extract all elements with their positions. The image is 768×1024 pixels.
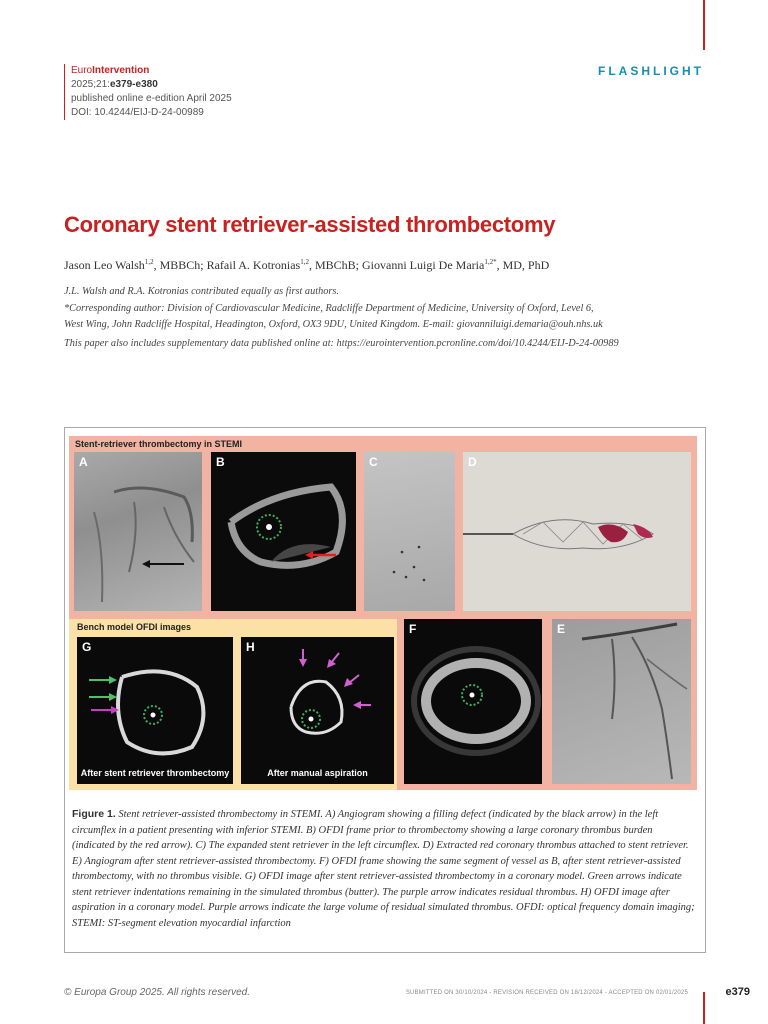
- journal-name[interactable]: [71, 64, 232, 78]
- page-number: e379: [725, 986, 750, 998]
- published-line: published online e-edition April 2025: [71, 93, 232, 104]
- panel-c-stent-retriever[interactable]: [364, 452, 455, 611]
- author-name: Jason Leo Walsh: [64, 258, 145, 272]
- supplementary-link[interactable]: This paper also includes supplementary data published online at: https://eurointervention.pcronline.com/doi/10.4244/EIJ-D-24-00989: [64, 338, 619, 349]
- journal-name-intervention: Intervention: [92, 65, 150, 76]
- panel-letter: H: [246, 640, 255, 654]
- bottom-red-line: [703, 992, 705, 1024]
- stemi-panel-label: Stent-retriever thrombectomy in STEMI: [75, 439, 243, 449]
- purple-arrow-icon: [353, 701, 361, 709]
- bench-ofdi-ring: [77, 637, 233, 784]
- copyright: © Europa Group 2025. All rights reserved.: [64, 987, 250, 998]
- panel-letter: D: [468, 455, 477, 469]
- panel-letter: E: [557, 622, 566, 636]
- ofdi-after-ring: [404, 619, 542, 784]
- figure-caption: [72, 807, 696, 931]
- panel-letter: A: [79, 455, 88, 469]
- author-affiliation: 1,2: [144, 258, 154, 266]
- figure-caption-label: Figure 1.: [72, 808, 116, 820]
- author-degree: , MBBCh;: [153, 258, 207, 272]
- volume: 2025;21:: [71, 79, 110, 90]
- purple-arrow-icon: [344, 678, 353, 687]
- bench-panel-label: Bench model OFDI images: [77, 622, 192, 632]
- doi[interactable]: DOI: 10.4244/EIJ-D-24-00989: [71, 107, 204, 118]
- page-range: e379-e380: [109, 79, 158, 90]
- section-label: FLASHLIGHT: [598, 64, 704, 78]
- green-arrow-icon: [109, 676, 117, 684]
- bench-ofdi-aspiration: [241, 637, 394, 784]
- panel-letter: F: [409, 622, 417, 636]
- author-degree: , MD, PhD: [496, 258, 550, 272]
- angiogram-after-vessels: [552, 619, 691, 784]
- journal-header: [71, 64, 232, 120]
- black-arrow-icon: [74, 452, 202, 611]
- panel-e-angiogram-after[interactable]: [552, 619, 691, 784]
- article-notes: [64, 284, 714, 352]
- equal-contribution-note: J.L. Walsh and R.A. Kotronias contributed equally as first authors.: [64, 286, 339, 297]
- header-accent-bar: [64, 64, 65, 120]
- panel-h-bench-ofdi[interactable]: [241, 637, 394, 784]
- journal-name-euro: Euro: [71, 65, 93, 76]
- author-name: Giovanni Luigi De Maria: [362, 258, 485, 272]
- purple-arrow-icon: [299, 659, 307, 667]
- stent-retriever-markers: [364, 452, 455, 611]
- stent-with-thrombus: [463, 452, 691, 611]
- panel-d-extracted-thrombus[interactable]: [463, 452, 691, 611]
- corresponding-address[interactable]: West Wing, John Radcliffe Hospital, Headington, Oxford, OX3 9DU, United Kingdom. E-mail: giovanniluigi.demaria@ouh.nhs.uk: [64, 319, 603, 330]
- panel-letter: B: [216, 455, 225, 469]
- top-red-line: [703, 0, 705, 50]
- author-name: Rafail A. Kotronias: [206, 258, 301, 272]
- panel-g-bench-ofdi[interactable]: [77, 637, 233, 784]
- author-affiliation: 1,2: [300, 258, 309, 266]
- author-degree: , MBChB;: [308, 258, 362, 272]
- panel-b-ofdi[interactable]: [211, 452, 356, 611]
- panel-a-angiogram[interactable]: [74, 452, 202, 611]
- figure-caption-text: Stent retriever-assisted thrombectomy in STEMI. A) Angiogram showing a filling defect (indicated by the black arrow) in the left circumflex in a patient presenting with inferior STEMI. B) OFDI frame prior to thrombectomy showing a large coronary thrombus burden (indicated by the red arrow). C) The expanded stent retriever in the left circumflex. D) Extracted red coronary thrombus attached to stent retriever. E) Angiogram after stent retriever-assisted thrombectomy. F) OFDI frame showing the same segment of vessel as B, after stent retriever-assisted thrombectomy, with no thrombus visible. G) OFDI image after stent retriever-assisted thrombectomy in a coronary model. Green arrows indicate stent retriever indentations remaining in the simulated thrombus (butter). The purple arrow indicates residual thrombus. H) OFDI image after aspiration in a coronary model. Purple arrows indicate the large volume of residual simulated thrombus. OFDI: optical frequency domain imaging; STEMI: ST-segment elevation myocardial infarction: [72, 809, 695, 929]
- green-arrow-icon: [109, 693, 117, 701]
- submission-dates: SUBMITTED ON 30/10/2024 - REVISION RECEIVED ON 18/12/2024 - ACCEPTED ON 02/01/2025: [405, 990, 688, 996]
- corresponding-author: *Corresponding author: Division of Cardiovascular Medicine, Radcliffe Department of Medicine, University of Oxford, Level 6,: [64, 303, 594, 314]
- purple-arrow-icon: [327, 659, 336, 668]
- panel-letter: C: [369, 455, 378, 469]
- ofdi-cross-section: [211, 452, 356, 611]
- author-affiliation: 1,2*: [484, 258, 497, 266]
- panel-g-caption: After stent retriever thrombectomy: [80, 768, 230, 778]
- panel-f-ofdi-after[interactable]: [404, 619, 542, 784]
- author-list: [64, 258, 549, 273]
- panel-letter: G: [82, 640, 92, 654]
- panel-h-caption: After manual aspiration: [267, 768, 368, 778]
- volume-line: [71, 78, 232, 92]
- article-title: Coronary stent retriever-assisted thrombectomy: [64, 212, 556, 237]
